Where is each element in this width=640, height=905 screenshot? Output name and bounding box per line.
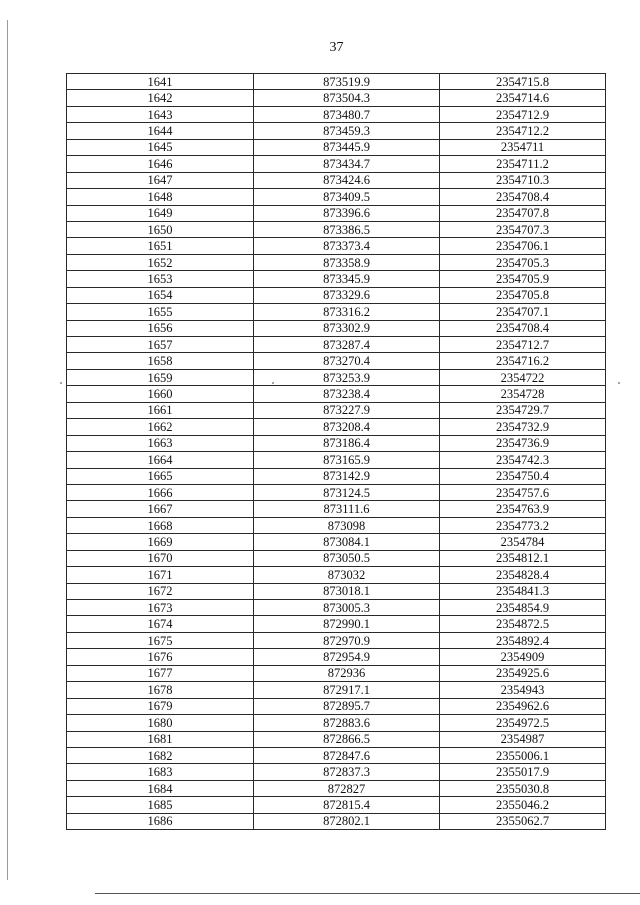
table-row [67, 682, 606, 698]
y-coordinate-cell: 2354722 [440, 369, 606, 385]
point-number-cell: 1672 [67, 583, 254, 599]
point-number-cell: 1641 [67, 74, 254, 90]
x-coordinate-cell: 873253.9 [254, 369, 440, 385]
table-row [67, 583, 606, 599]
table-row [67, 600, 606, 616]
y-coordinate-cell: 2354711.2 [440, 156, 606, 172]
y-coordinate-cell: 2354773.2 [440, 517, 606, 533]
table-row [67, 320, 606, 336]
x-coordinate-cell: 873287.4 [254, 337, 440, 353]
point-number-cell: 1649 [67, 205, 254, 221]
table-row [67, 452, 606, 468]
y-coordinate-cell: 2354729.7 [440, 402, 606, 418]
point-number-cell: 1673 [67, 600, 254, 616]
table-row [67, 402, 606, 418]
point-number-cell: 1685 [67, 797, 254, 813]
y-coordinate-cell: 2354711 [440, 139, 606, 155]
table-row [67, 287, 606, 303]
y-coordinate-cell: 2354710.3 [440, 172, 606, 188]
y-coordinate-cell: 2354716.2 [440, 353, 606, 369]
point-number-cell: 1675 [67, 632, 254, 648]
y-coordinate-cell: 2354828.4 [440, 567, 606, 583]
point-number-cell: 1679 [67, 698, 254, 714]
x-coordinate-cell: 872847.6 [254, 747, 440, 763]
x-coordinate-cell: 873519.9 [254, 74, 440, 90]
y-coordinate-cell: 2355046.2 [440, 797, 606, 813]
y-coordinate-cell: 2354715.8 [440, 74, 606, 90]
point-number-cell: 1643 [67, 106, 254, 122]
table-row [67, 221, 606, 237]
point-number-cell: 1646 [67, 156, 254, 172]
table-row [67, 172, 606, 188]
x-coordinate-cell: 873302.9 [254, 320, 440, 336]
point-number-cell: 1683 [67, 764, 254, 780]
table-row [67, 205, 606, 221]
table-row [67, 189, 606, 205]
x-coordinate-cell: 872827 [254, 780, 440, 796]
point-number-cell: 1659 [67, 369, 254, 385]
x-coordinate-cell: 873409.5 [254, 189, 440, 205]
table-row [67, 419, 606, 435]
page-number: 37 [329, 40, 344, 55]
y-coordinate-cell: 2354962.6 [440, 698, 606, 714]
table-row [67, 665, 606, 681]
table-row [67, 715, 606, 731]
x-coordinate-cell: 872954.9 [254, 649, 440, 665]
point-number-cell: 1658 [67, 353, 254, 369]
x-coordinate-cell: 872970.9 [254, 632, 440, 648]
y-coordinate-cell: 2354707.1 [440, 304, 606, 320]
y-coordinate-cell: 2354706.1 [440, 238, 606, 254]
table-row [67, 550, 606, 566]
point-number-cell: 1642 [67, 90, 254, 106]
page-bottom-edge [95, 893, 640, 894]
x-coordinate-cell: 873098 [254, 517, 440, 533]
x-coordinate-cell: 873005.3 [254, 600, 440, 616]
point-number-cell: 1655 [67, 304, 254, 320]
table-row [67, 106, 606, 122]
x-coordinate-cell: 873386.5 [254, 221, 440, 237]
point-number-cell: 1671 [67, 567, 254, 583]
y-coordinate-cell: 2354714.6 [440, 90, 606, 106]
x-coordinate-cell: 873186.4 [254, 435, 440, 451]
point-number-cell: 1650 [67, 221, 254, 237]
x-coordinate-cell: 873142.9 [254, 468, 440, 484]
x-coordinate-cell: 872990.1 [254, 616, 440, 632]
table-row [67, 747, 606, 763]
point-number-cell: 1657 [67, 337, 254, 353]
x-coordinate-cell: 873208.4 [254, 419, 440, 435]
x-coordinate-cell: 873050.5 [254, 550, 440, 566]
table-row [67, 238, 606, 254]
y-coordinate-cell: 2354943 [440, 682, 606, 698]
point-number-cell: 1662 [67, 419, 254, 435]
scan-speck [618, 382, 620, 384]
y-coordinate-cell: 2354812.1 [440, 550, 606, 566]
table-row [67, 156, 606, 172]
point-number-cell: 1676 [67, 649, 254, 665]
y-coordinate-cell: 2354972.5 [440, 715, 606, 731]
x-coordinate-cell: 873345.9 [254, 271, 440, 287]
coordinates-table-body [67, 74, 606, 830]
table-row [67, 139, 606, 155]
x-coordinate-cell: 873480.7 [254, 106, 440, 122]
coordinates-table [66, 73, 606, 830]
y-coordinate-cell: 2354925.6 [440, 665, 606, 681]
point-number-cell: 1645 [67, 139, 254, 155]
x-coordinate-cell: 873270.4 [254, 353, 440, 369]
y-coordinate-cell: 2354892.4 [440, 632, 606, 648]
point-number-cell: 1670 [67, 550, 254, 566]
point-number-cell: 1651 [67, 238, 254, 254]
y-coordinate-cell: 2354841.3 [440, 583, 606, 599]
table-row [67, 123, 606, 139]
table-row [67, 731, 606, 747]
x-coordinate-cell: 873032 [254, 567, 440, 583]
point-number-cell: 1684 [67, 780, 254, 796]
table-row [67, 616, 606, 632]
y-coordinate-cell: 2354854.9 [440, 600, 606, 616]
y-coordinate-cell: 2354872.5 [440, 616, 606, 632]
y-coordinate-cell: 2354705.3 [440, 254, 606, 270]
y-coordinate-cell: 2354784 [440, 534, 606, 550]
x-coordinate-cell: 873018.1 [254, 583, 440, 599]
point-number-cell: 1656 [67, 320, 254, 336]
point-number-cell: 1681 [67, 731, 254, 747]
y-coordinate-cell: 2355030.8 [440, 780, 606, 796]
table-row [67, 517, 606, 533]
x-coordinate-cell: 873111.6 [254, 501, 440, 517]
x-coordinate-cell: 873165.9 [254, 452, 440, 468]
point-number-cell: 1661 [67, 402, 254, 418]
x-coordinate-cell: 872936 [254, 665, 440, 681]
y-coordinate-cell: 2355006.1 [440, 747, 606, 763]
y-coordinate-cell: 2354742.3 [440, 452, 606, 468]
x-coordinate-cell: 872802.1 [254, 813, 440, 829]
y-coordinate-cell: 2354909 [440, 649, 606, 665]
point-number-cell: 1682 [67, 747, 254, 763]
table-row [67, 435, 606, 451]
table-row [67, 764, 606, 780]
point-number-cell: 1677 [67, 665, 254, 681]
table-row [67, 271, 606, 287]
x-coordinate-cell: 872917.1 [254, 682, 440, 698]
point-number-cell: 1652 [67, 254, 254, 270]
table-row [67, 254, 606, 270]
point-number-cell: 1686 [67, 813, 254, 829]
scan-speck [60, 382, 62, 384]
point-number-cell: 1674 [67, 616, 254, 632]
table-row [67, 468, 606, 484]
point-number-cell: 1647 [67, 172, 254, 188]
page-left-edge [7, 20, 8, 880]
table-row [67, 74, 606, 90]
table-row [67, 501, 606, 517]
x-coordinate-cell: 873445.9 [254, 139, 440, 155]
point-number-cell: 1665 [67, 468, 254, 484]
point-number-cell: 1680 [67, 715, 254, 731]
table-row [67, 353, 606, 369]
x-coordinate-cell: 873459.3 [254, 123, 440, 139]
x-coordinate-cell: 873329.6 [254, 287, 440, 303]
table-row [67, 632, 606, 648]
point-number-cell: 1648 [67, 189, 254, 205]
y-coordinate-cell: 2354707.8 [440, 205, 606, 221]
y-coordinate-cell: 2354987 [440, 731, 606, 747]
x-coordinate-cell: 873358.9 [254, 254, 440, 270]
x-coordinate-cell: 873316.2 [254, 304, 440, 320]
y-coordinate-cell: 2354736.9 [440, 435, 606, 451]
x-coordinate-cell: 872866.5 [254, 731, 440, 747]
x-coordinate-cell: 873084.1 [254, 534, 440, 550]
x-coordinate-cell: 872837.3 [254, 764, 440, 780]
point-number-cell: 1667 [67, 501, 254, 517]
x-coordinate-cell: 873434.7 [254, 156, 440, 172]
y-coordinate-cell: 2355017.9 [440, 764, 606, 780]
table-row [67, 797, 606, 813]
y-coordinate-cell: 2354705.9 [440, 271, 606, 287]
x-coordinate-cell: 873396.6 [254, 205, 440, 221]
table-row [67, 90, 606, 106]
x-coordinate-cell: 872883.6 [254, 715, 440, 731]
y-coordinate-cell: 2354728 [440, 386, 606, 402]
x-coordinate-cell: 872895.7 [254, 698, 440, 714]
table-row [67, 649, 606, 665]
table-row [67, 304, 606, 320]
x-coordinate-cell: 873504.3 [254, 90, 440, 106]
table-row [67, 337, 606, 353]
table-row [67, 386, 606, 402]
point-number-cell: 1654 [67, 287, 254, 303]
y-coordinate-cell: 2354707.3 [440, 221, 606, 237]
table-row [67, 813, 606, 829]
y-coordinate-cell: 2354712.7 [440, 337, 606, 353]
point-number-cell: 1669 [67, 534, 254, 550]
point-number-cell: 1678 [67, 682, 254, 698]
table-row [67, 698, 606, 714]
x-coordinate-cell: 873227.9 [254, 402, 440, 418]
x-coordinate-cell: 873238.4 [254, 386, 440, 402]
scan-speck [272, 382, 274, 384]
point-number-cell: 1660 [67, 386, 254, 402]
point-number-cell: 1666 [67, 484, 254, 500]
table-row [67, 780, 606, 796]
y-coordinate-cell: 2355062.7 [440, 813, 606, 829]
point-number-cell: 1664 [67, 452, 254, 468]
point-number-cell: 1663 [67, 435, 254, 451]
point-number-cell: 1668 [67, 517, 254, 533]
x-coordinate-cell: 872815.4 [254, 797, 440, 813]
y-coordinate-cell: 2354757.6 [440, 484, 606, 500]
x-coordinate-cell: 873373.4 [254, 238, 440, 254]
table-row [67, 369, 606, 385]
y-coordinate-cell: 2354712.9 [440, 106, 606, 122]
x-coordinate-cell: 873424.6 [254, 172, 440, 188]
point-number-cell: 1644 [67, 123, 254, 139]
y-coordinate-cell: 2354705.8 [440, 287, 606, 303]
y-coordinate-cell: 2354708.4 [440, 189, 606, 205]
y-coordinate-cell: 2354708.4 [440, 320, 606, 336]
y-coordinate-cell: 2354763.9 [440, 501, 606, 517]
x-coordinate-cell: 873124.5 [254, 484, 440, 500]
y-coordinate-cell: 2354712.2 [440, 123, 606, 139]
y-coordinate-cell: 2354750.4 [440, 468, 606, 484]
y-coordinate-cell: 2354732.9 [440, 419, 606, 435]
table-row [67, 567, 606, 583]
table-row [67, 534, 606, 550]
point-number-cell: 1653 [67, 271, 254, 287]
table-row [67, 484, 606, 500]
